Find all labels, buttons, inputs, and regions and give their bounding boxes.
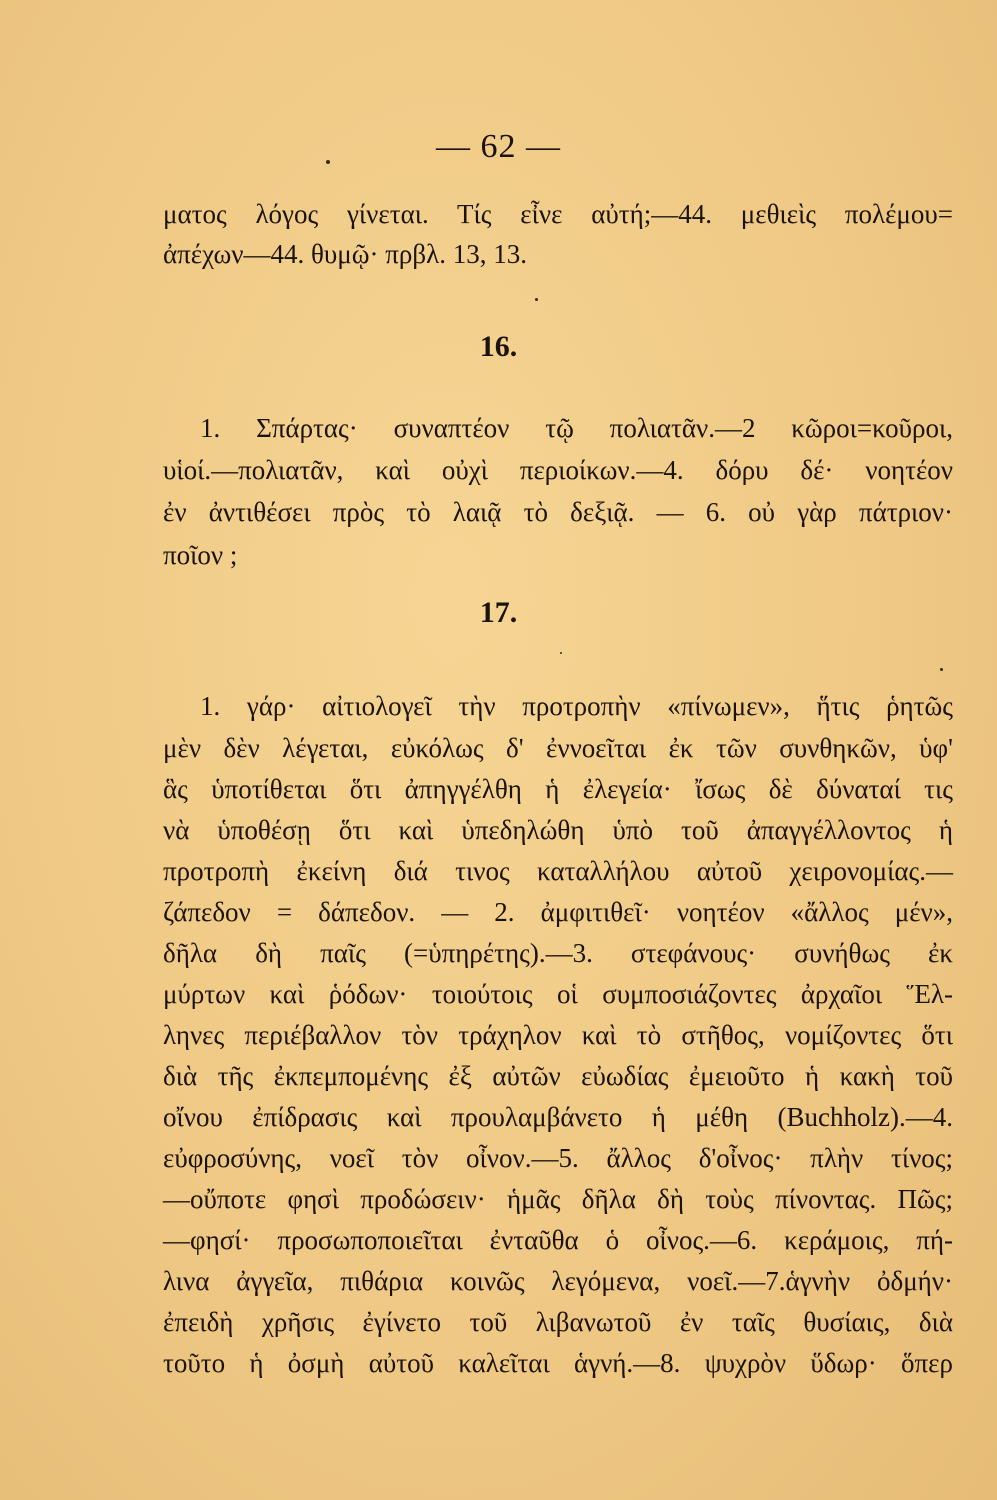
text-line: ἐν ἀντιθέσει πρὸς τὸ λαιᾷ τὸ δεξιᾷ. — 6. οὐ γὰρ πάτριον· (163, 497, 953, 527)
text-line: μύρτων καὶ ῥόδων· τοιούτοις οἱ συμποσιάζοντες ἀρχαῖοι Ἕλ- (163, 979, 953, 1009)
ink-speck (535, 298, 538, 301)
text-line: ἀπέχων—44. θυμῷ· πρβλ. 13, 13. (163, 239, 527, 269)
text-line: δῆλα δὴ παῖς (=ὑπηρέτης).—3. στεφάνους· συνήθως ἐκ (163, 938, 953, 968)
section-heading-16: 16. (479, 330, 518, 363)
text-line: εὐφροσύνης, νοεῖ τὸν οἶνον.—5. ἄλλος δ'οἶνος· πλὴν τίνος; (163, 1143, 953, 1173)
ink-speck (940, 668, 943, 671)
text-line: υἱοί.—πολιατᾶν, καὶ οὐχὶ περιοίκων.—4. δόρυ δέ· νοητέον (163, 455, 953, 485)
ink-speck (560, 652, 562, 654)
text-line: μὲν δὲν λέγεται, εὐκόλως δ' ἐννοεῖται ἐκ τῶν συνθηκῶν, ὑφ' (163, 733, 953, 763)
section-heading-17: 17. (479, 596, 518, 629)
text-line: 1. γάρ· αἰτιολογεῖ τὴν προτροπὴν «πίνωμεν», ἥτις ῥητῶς (200, 691, 953, 721)
text-line: 1. Σπάρτας· συναπτέον τῷ πολιατᾶν.—2 κῶροι=κοῦροι, (200, 413, 953, 443)
text-line: τοῦτο ἡ ὀσμὴ αὐτοῦ καλεῖται ἁγνή.—8. ψυχρὸν ὕδωρ· ὅπερ (163, 1348, 953, 1378)
text-line: ἐπειδὴ χρῆσις ἐγίνετο τοῦ λιβανωτοῦ ἐν ταῖς θυσίαις, διὰ (163, 1307, 953, 1337)
text-line: ζάπεδον = δάπεδον. — 2. ἀμφιτιθεῖ· νοητέον «ἄλλος μέν», (163, 897, 953, 927)
text-line: οἴνου ἐπίδρασις καὶ προυλαμβάνετο ἡ μέθη (Buchholz).—4. (163, 1102, 953, 1132)
text-line: ματος λόγος γίνεται. Τίς εἶνε αὐτή;—44. μεθιεὶς πολέμου= (163, 199, 953, 229)
text-line: —φησί· προσωποποιεῖται ἐνταῦθα ὁ οἶνος.—6. κεράμοις, πή- (163, 1225, 953, 1255)
page-number: — 62 — (436, 128, 561, 165)
text-line: διὰ τῆς ἐκπεμπομένης ἐξ αὐτῶν εὐωδίας ἐμειοῦτο ἡ κακὴ τοῦ (163, 1061, 953, 1091)
text-line: λινα ἀγγεῖα, πιθάρια κοινῶς λεγόμενα, νοεῖ.—7.ἁγνὴν ὀδμήν· (163, 1266, 953, 1296)
text-line: προτροπὴ ἐκείνη διά τινος καταλλήλου αὐτοῦ χειρονομίας.— (163, 856, 953, 886)
text-line: νὰ ὑποθέσῃ ὅτι καὶ ὑπεδηλώθη ὑπὸ τοῦ ἀπαγγέλλοντος ἡ (163, 815, 953, 845)
text-line: ληνες περιέβαλλον τὸν τράχηλον καὶ τὸ στῆθος, νομίζοντες ὅτι (163, 1020, 953, 1050)
text-line: —οὔποτε φησὶ προδώσειν· ἡμᾶς δῆλα δὴ τοὺς πίνοντας. Πῶς; (163, 1184, 953, 1214)
ink-speck (326, 160, 330, 164)
text-line: ποῖον ; (163, 540, 238, 570)
text-line: ἃς ὑποτίθεται ὅτι ἀπηγγέλθη ἡ ἐλεγεία· ἴσως δὲ δύναταί τις (163, 774, 953, 804)
